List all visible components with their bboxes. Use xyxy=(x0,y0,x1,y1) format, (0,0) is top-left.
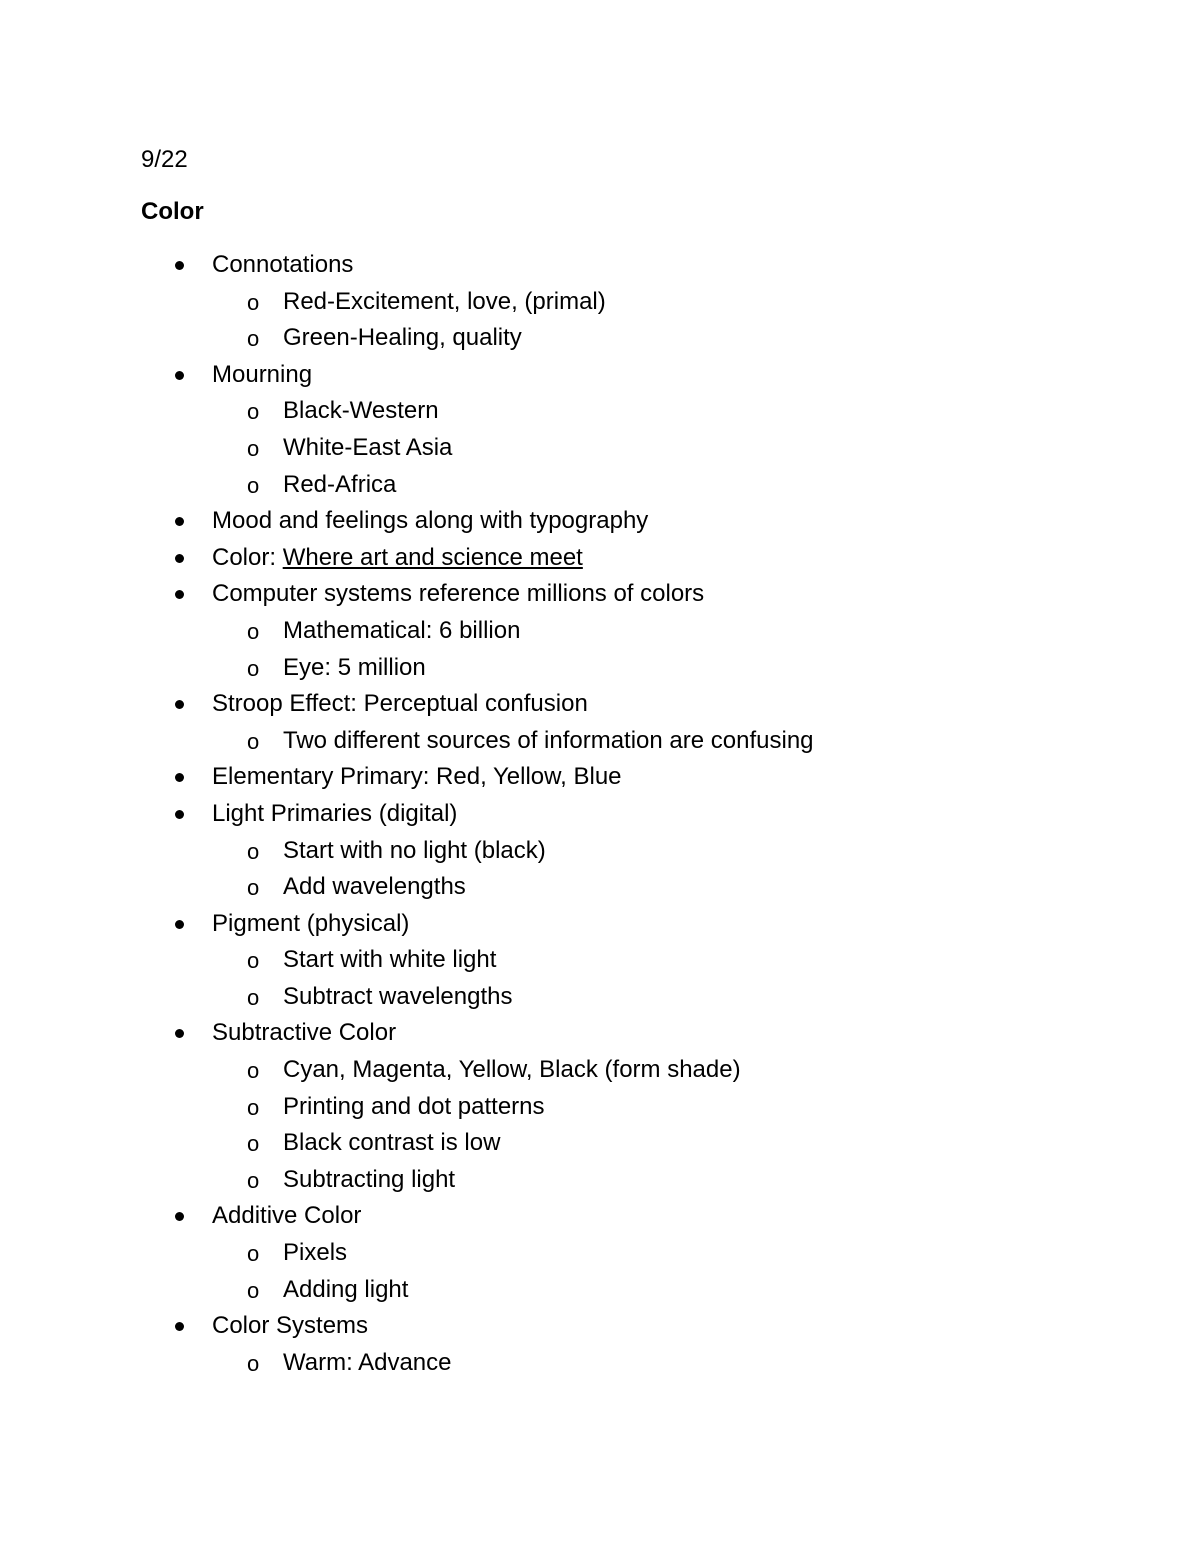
bullet-text-main: Pixels xyxy=(283,1239,348,1267)
sub-bullet-circle-icon: o xyxy=(247,948,260,974)
bullet-item xyxy=(0,357,1200,394)
bullet-dot-icon xyxy=(175,773,184,782)
bullet-text-main: Adding light xyxy=(283,1275,409,1303)
sub-bullet-item xyxy=(0,1089,1200,1126)
sub-bullet-item xyxy=(0,320,1200,357)
bullet-text-main: Printing and dot patterns xyxy=(283,1092,545,1120)
sub-bullet-circle-icon: o xyxy=(247,1058,260,1084)
bullet-text-main: Start with white light xyxy=(283,946,497,974)
bullet-dot-icon xyxy=(175,371,184,380)
sub-bullet-item xyxy=(0,942,1200,979)
bullet-text-main: Additive Color xyxy=(212,1202,362,1230)
bullet-text xyxy=(283,1089,545,1125)
bullet-text-main: Red-Africa xyxy=(283,470,397,498)
sub-bullet-circle-icon: o xyxy=(247,1131,260,1157)
sub-bullet-circle-icon: o xyxy=(247,1167,260,1193)
bullet-text-main: Black-Western xyxy=(283,397,439,425)
bullet-item xyxy=(0,686,1200,723)
bullet-text xyxy=(283,942,496,978)
bullet-text-main: Computer systems reference millions of colors xyxy=(212,580,705,608)
bullet-item xyxy=(0,247,1200,284)
sub-bullet-item xyxy=(0,393,1200,430)
bullet-text-main: Two different sources of information are confusing xyxy=(283,726,814,754)
bullet-text-main: Subtract wavelengths xyxy=(283,982,513,1010)
note-title: Color xyxy=(141,198,204,225)
bullet-text xyxy=(283,613,520,649)
bullet-text xyxy=(283,320,522,356)
bullet-text xyxy=(283,869,466,905)
sub-bullet-item xyxy=(0,869,1200,906)
bullet-item xyxy=(0,540,1200,577)
bullet-text-main: Pigment (physical) xyxy=(212,909,410,937)
bullet-text-main: Stroop Effect: Perceptual confusion xyxy=(212,690,588,718)
bullet-dot-icon xyxy=(175,1322,184,1331)
sub-bullet-item xyxy=(0,613,1200,650)
sub-bullet-circle-icon: o xyxy=(247,875,260,901)
sub-bullet-item xyxy=(0,1235,1200,1272)
bullet-text-main: Mourning xyxy=(212,360,313,388)
bullet-dot-icon xyxy=(175,810,184,819)
sub-bullet-item xyxy=(0,979,1200,1016)
bullet-dot-icon xyxy=(175,1212,184,1221)
bullet-text-main: Subtractive Color xyxy=(212,1019,397,1047)
sub-bullet-circle-icon: o xyxy=(247,728,260,754)
bullet-text xyxy=(283,979,512,1015)
bullet-text-main: Add wavelengths xyxy=(283,873,466,901)
bullet-text xyxy=(212,540,583,576)
sub-bullet-item xyxy=(0,430,1200,467)
bullet-text xyxy=(212,1015,396,1051)
bullet-text-main: Light Primaries (digital) xyxy=(212,799,458,827)
bullet-item xyxy=(0,759,1200,796)
sub-bullet-item xyxy=(0,650,1200,687)
sub-bullet-item xyxy=(0,467,1200,504)
sub-bullet-item xyxy=(0,723,1200,760)
sub-bullet-item xyxy=(0,833,1200,870)
sub-bullet-item xyxy=(0,1125,1200,1162)
sub-bullet-circle-icon: o xyxy=(247,326,260,352)
bullet-text-main: Green-Healing, quality xyxy=(283,324,522,352)
bullet-text xyxy=(212,796,457,832)
bullet-dot-icon xyxy=(175,920,184,929)
bullet-text xyxy=(283,1235,347,1271)
bullet-text xyxy=(283,833,546,869)
bullet-text xyxy=(283,1345,452,1381)
sub-bullet-circle-icon: o xyxy=(247,655,260,681)
bullet-text-main: Start with no light (black) xyxy=(283,836,546,864)
bullet-text-main: Eye: 5 million xyxy=(283,653,426,681)
bullet-text-main: White-East Asia xyxy=(283,433,453,461)
bullet-dot-icon xyxy=(175,517,184,526)
bullet-text xyxy=(212,1198,361,1234)
bullet-text xyxy=(283,393,439,429)
sub-bullet-item xyxy=(0,1345,1200,1382)
sub-bullet-circle-icon: o xyxy=(247,1277,260,1303)
note-date: 9/22 xyxy=(141,146,188,173)
bullet-item xyxy=(0,503,1200,540)
bullet-item xyxy=(0,1015,1200,1052)
bullet-text-main: Warm: Advance xyxy=(283,1348,452,1376)
bullet-text xyxy=(212,576,704,612)
bullet-text-main: Cyan, Magenta, Yellow, Black (form shade) xyxy=(283,1056,741,1084)
bullet-text-main: Elementary Primary: Red, Yellow, Blue xyxy=(212,763,622,791)
sub-bullet-circle-icon: o xyxy=(247,1094,260,1120)
bullet-dot-icon xyxy=(175,700,184,709)
bullet-text-main: Mathematical: 6 billion xyxy=(283,616,521,644)
bullet-text-main: Color Systems xyxy=(212,1312,369,1340)
sub-bullet-item xyxy=(0,284,1200,321)
bullet-item xyxy=(0,1308,1200,1345)
bullet-item xyxy=(0,1198,1200,1235)
sub-bullet-circle-icon: o xyxy=(247,1350,260,1376)
bullet-text xyxy=(212,247,353,283)
sub-bullet-circle-icon: o xyxy=(247,838,260,864)
bullet-text-main: Color: xyxy=(212,543,283,571)
sub-bullet-item xyxy=(0,1272,1200,1309)
bullet-dot-icon xyxy=(175,554,184,563)
bullet-item xyxy=(0,576,1200,613)
bullet-text xyxy=(283,467,396,503)
bullet-text xyxy=(212,357,312,393)
bullet-item xyxy=(0,796,1200,833)
bullet-text xyxy=(283,1272,408,1308)
bullet-text xyxy=(283,650,426,686)
bullet-text xyxy=(283,430,452,466)
bullet-text xyxy=(212,906,409,942)
sub-bullet-circle-icon: o xyxy=(247,618,260,644)
sub-bullet-item xyxy=(0,1162,1200,1199)
sub-bullet-circle-icon: o xyxy=(247,289,260,315)
bullet-text xyxy=(212,1308,368,1344)
sub-bullet-circle-icon: o xyxy=(247,1241,260,1267)
sub-bullet-circle-icon: o xyxy=(247,399,260,425)
sub-bullet-circle-icon: o xyxy=(247,472,260,498)
bullet-text xyxy=(283,723,814,759)
bullet-dot-icon xyxy=(175,261,184,270)
bullet-dot-icon xyxy=(175,590,184,599)
bullet-text xyxy=(283,1052,741,1088)
bullet-text xyxy=(212,686,588,722)
sub-bullet-circle-icon: o xyxy=(247,984,260,1010)
bullet-text xyxy=(212,759,622,795)
sub-bullet-circle-icon: o xyxy=(247,435,260,461)
bullet-outline xyxy=(0,247,1200,1381)
bullet-text-underlined: Where art and science meet xyxy=(282,543,583,571)
bullet-text-main: Mood and feelings along with typography xyxy=(212,507,649,535)
bullet-text xyxy=(212,503,648,539)
bullet-text-main: Connotations xyxy=(212,251,354,278)
bullet-dot-icon xyxy=(175,1029,184,1038)
bullet-text xyxy=(283,1125,500,1161)
sub-bullet-item xyxy=(0,1052,1200,1089)
bullet-item xyxy=(0,906,1200,943)
bullet-text-main: Subtracting light xyxy=(283,1165,456,1193)
bullet-text xyxy=(283,1162,455,1198)
bullet-text-main: Black contrast is low xyxy=(283,1129,501,1157)
bullet-text-main: Red-Excitement, love, (primal) xyxy=(283,287,606,315)
bullet-text xyxy=(283,284,606,320)
